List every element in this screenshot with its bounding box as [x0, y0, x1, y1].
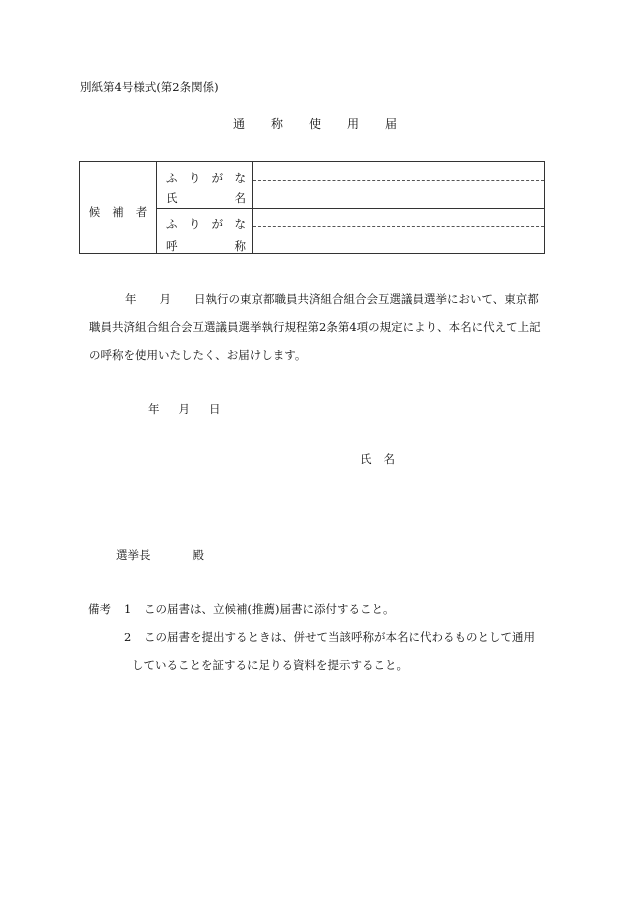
furigana-char: り — [188, 217, 201, 231]
note-number: 1 — [124, 602, 132, 616]
document-title — [0, 118, 630, 130]
candidate-char: 候 — [88, 205, 101, 219]
title-char: 届 — [385, 117, 398, 131]
name-char: 名 — [234, 191, 246, 205]
note-text: この届書は、立候補(推薦)届書に添付すること。 — [144, 602, 395, 616]
candidate-label — [80, 204, 156, 220]
note-item-2 — [124, 632, 535, 644]
title-char: 通 — [232, 117, 245, 131]
body-line-2: 職員共済組合組合会互選議員選挙執行規程第2条第4項の規定により、本名に代えて上記 — [89, 320, 541, 334]
recipient-honorific: 殿 — [192, 548, 204, 562]
body-line-1: 年 月 日執行の東京都職員共済組合組合会互選議員選挙において、東京都 — [125, 292, 539, 306]
candidate-table — [79, 161, 545, 254]
furigana-char: な — [234, 171, 246, 185]
name-furigana-divider — [253, 180, 544, 181]
alias-label — [166, 238, 246, 254]
signature-name-label — [360, 454, 407, 466]
furigana-char: な — [234, 217, 246, 231]
recipient-line — [116, 550, 204, 562]
alias-char: 称 — [234, 239, 246, 253]
date-month: 月 — [178, 402, 190, 416]
furigana-label-name — [166, 170, 246, 186]
date-line — [148, 404, 240, 416]
name-label — [166, 190, 246, 206]
candidate-char: 者 — [135, 205, 148, 219]
body-line-3: の呼称を使用いたしたく、お届けします。 — [89, 348, 307, 362]
recipient-title: 選挙長 — [116, 548, 151, 562]
furigana-char: が — [211, 217, 224, 231]
notes-heading: 備考 — [88, 602, 111, 616]
furigana-char: ふ — [166, 217, 178, 231]
furigana-char: ふ — [166, 171, 178, 185]
title-char: 使 — [308, 117, 321, 131]
form-caption: 別紙第4号様式(第2条関係) — [80, 80, 219, 94]
date-year: 年 — [148, 402, 160, 416]
title-char: 称 — [270, 117, 283, 131]
signature-char: 名 — [383, 452, 395, 466]
candidate-column — [80, 162, 157, 253]
signature-char: 氏 — [360, 452, 372, 466]
furigana-char: り — [188, 171, 201, 185]
note-number: 2 — [124, 630, 132, 644]
date-day: 日 — [209, 402, 221, 416]
furigana-char: が — [211, 171, 224, 185]
note-item-1 — [124, 604, 394, 616]
note-text: この届書を提出するときは、併せて当該呼称が本名に代わるものとして通用 — [144, 630, 535, 644]
title-char: 用 — [347, 117, 360, 131]
alias-char: 呼 — [166, 239, 178, 253]
alias-furigana-divider — [253, 226, 544, 227]
row-divider — [157, 208, 544, 209]
note-item-2-continued: していることを証するに足りる資料を提示すること。 — [132, 658, 408, 672]
name-char: 氏 — [166, 191, 178, 205]
candidate-char: 補 — [112, 205, 124, 219]
furigana-label-alias — [166, 216, 246, 232]
